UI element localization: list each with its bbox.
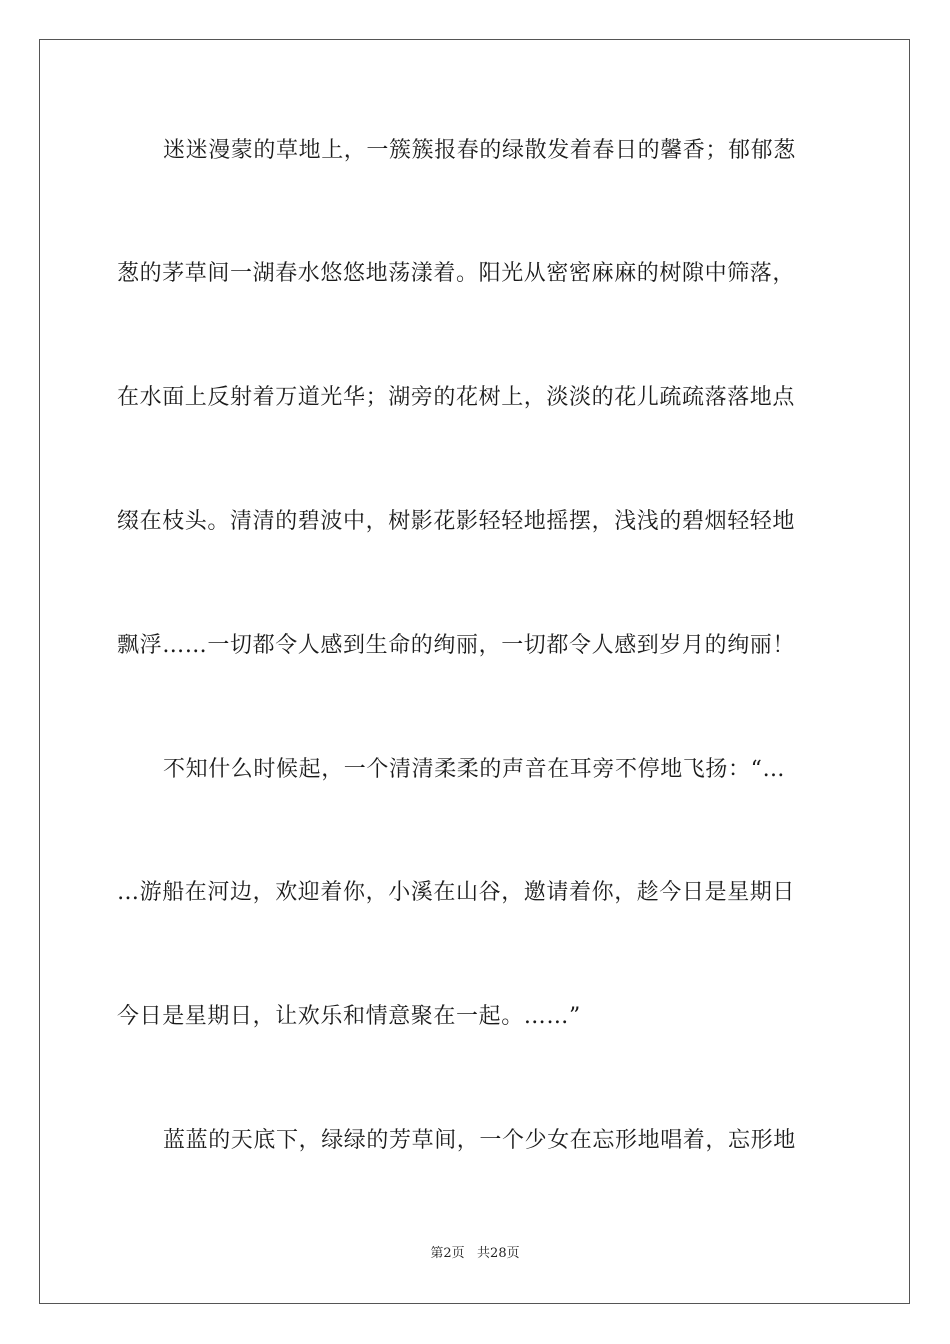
paragraph-line-4: 缀在枝头。清清的碧波中，树影花影轻轻地摇摆，浅浅的碧烟轻轻地 xyxy=(117,509,796,534)
paragraph-line-1: 迷迷漫蒙的草地上，一簇簇报春的绿散发着春日的馨香；郁郁葱 xyxy=(163,138,796,163)
paragraph-line-9: 蓝蓝的天底下，绿绿的芳草间，一个少女在忘形地唱着，忘形地 xyxy=(163,1128,796,1153)
paragraph-line-2: 葱的茅草间一湖春水悠悠地荡漾着。阳光从密密麻麻的树隙中筛落， xyxy=(117,261,796,286)
page-border xyxy=(39,39,910,1304)
paragraph-line-5: 飘浮……一切都令人感到生命的绚丽，一切都令人感到岁月的绚丽！ xyxy=(117,633,796,658)
paragraph-line-6: 不知什么时候起，一个清清柔柔的声音在耳旁不停地飞扬：“… xyxy=(163,757,786,782)
page-number-footer: 第2页 共28页 xyxy=(430,1246,520,1261)
paragraph-line-8: 今日是星期日，让欢乐和情意聚在一起。……” xyxy=(117,1004,581,1029)
paragraph-line-7: …游船在河边，欢迎着你，小溪在山谷，邀请着你，趁今日是星期日 xyxy=(117,880,796,905)
paragraph-line-3: 在水面上反射着万道光华；湖旁的花树上，淡淡的花儿疏疏落落地点 xyxy=(117,385,796,410)
